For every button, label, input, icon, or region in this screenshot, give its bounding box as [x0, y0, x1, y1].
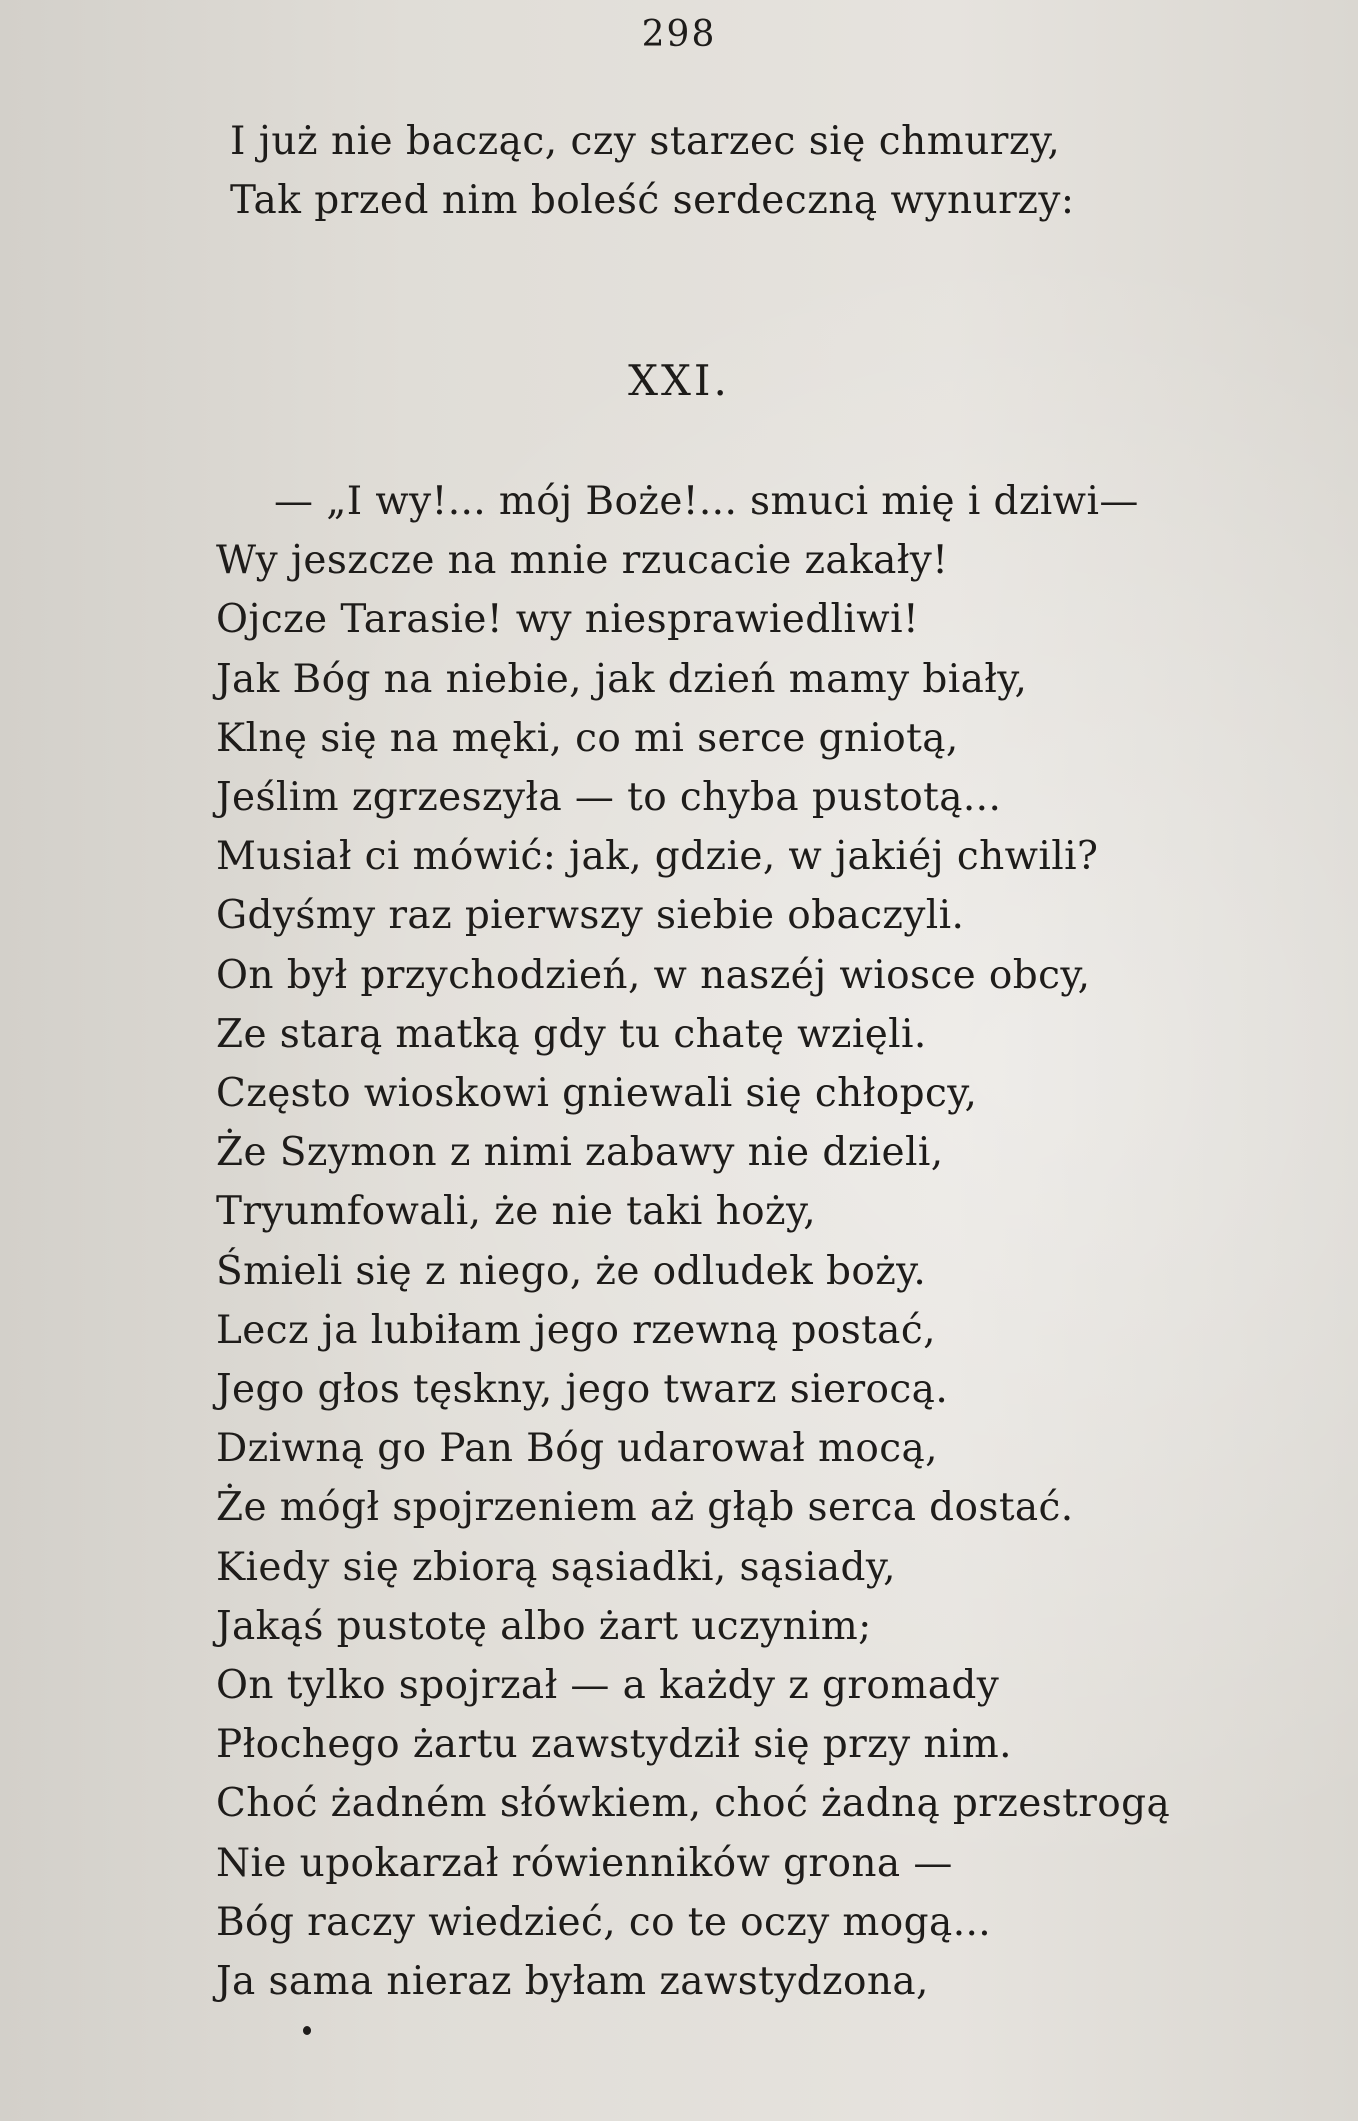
- verse-line: Jak Bóg na niebie, jak dzień mamy biały,: [216, 656, 1028, 702]
- verse-line: Ojcze Tarasie! wy niesprawiedliwi!: [216, 597, 920, 643]
- verse-line: On był przychodzień, w naszéj wiosce obcy,: [216, 952, 1091, 998]
- verse-line: Ja sama nieraz byłam zawstydzona,: [216, 1959, 929, 2005]
- verse-line: Ze starą matką gdy tu chatę wzięli.: [216, 1011, 927, 1057]
- verse-line: Musiał ci mówić: jak, gdzie, w jakiéj chwili?: [216, 834, 1099, 880]
- verse-line: Że Szymon z nimi zabawy nie dzieli,: [216, 1130, 944, 1176]
- page-number: 298: [641, 14, 717, 55]
- verse-line: Często wioskowi gniewali się chłopcy,: [216, 1071, 978, 1117]
- verse-line: Lecz ja lubiłam jego rzewną postać,: [216, 1307, 936, 1353]
- ink-speck: [303, 2026, 311, 2035]
- verse-line: Śmieli się z niego, że odludek boży.: [216, 1248, 927, 1294]
- stanza: [216, 472, 1170, 2011]
- intro-verse: [230, 112, 1075, 230]
- section-heading: XXI.: [628, 356, 730, 405]
- verse-line: Płochego żartu zawstydził się przy nim.: [216, 1722, 1012, 1768]
- verse-line: Jego głos tęskny, jego twarz sierocą.: [216, 1367, 949, 1413]
- verse-line: Klnę się na męki, co mi serce gniotą,: [216, 715, 959, 761]
- verse-line: Bóg raczy wiedzieć, co te oczy mogą...: [216, 1899, 992, 1945]
- verse-line: Że mógł spojrzeniem aż głąb serca dostać.: [216, 1485, 1074, 1531]
- verse-line: Gdyśmy raz pierwszy siebie obaczyli.: [216, 893, 965, 939]
- verse-line: Tak przed nim boleść serdeczną wynurzy:: [230, 178, 1075, 223]
- verse-line: Tryumfowali, że nie taki hoży,: [216, 1189, 816, 1235]
- verse-line: Jeślim zgrzeszyła — to chyba pustotą...: [216, 775, 1002, 821]
- verse-line: — „I wy!... mój Boże!... smuci mię i dziwi—: [274, 479, 1139, 524]
- verse-line: I już nie bacząc, czy starzec się chmurzy,: [230, 119, 1061, 164]
- verse-line: On tylko spojrzał — a każdy z gromady: [216, 1663, 1000, 1709]
- verse-line: Kiedy się zbiorą sąsiadki, sąsiady,: [216, 1544, 896, 1590]
- verse-line: Jakąś pustotę albo żart uczynim;: [216, 1603, 872, 1649]
- verse-line: Choć żadném słówkiem, choć żadną przestrogą: [216, 1781, 1171, 1827]
- verse-line: Nie upokarzał rówienników grona —: [216, 1840, 953, 1886]
- verse-line: Wy jeszcze na mnie rzucacie zakały!: [216, 538, 949, 584]
- verse-line: Dziwną go Pan Bóg udarował mocą,: [216, 1426, 938, 1472]
